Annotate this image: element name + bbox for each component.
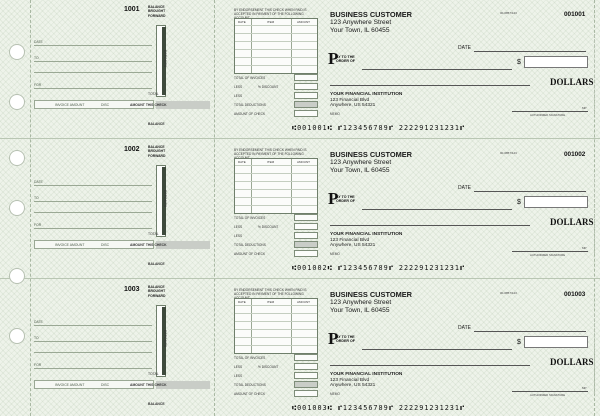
total-deductions-label: TOTAL DEDUCTIONS: [234, 383, 266, 387]
business-address-1: 123 Anywhere Street: [330, 19, 392, 26]
amount-of-check-box[interactable]: [294, 390, 318, 397]
stub-date-line[interactable]: [34, 325, 152, 326]
check-stub: [30, 0, 210, 138]
stub-number: 1002: [124, 146, 140, 153]
perforation-edge: [594, 34, 597, 114]
amount-field[interactable]: [524, 56, 588, 68]
mp-security-icon: MP: [582, 386, 587, 390]
payee-field[interactable]: [362, 349, 512, 350]
memo-label: MEMO: [330, 392, 340, 396]
stub-for-line[interactable]: [34, 368, 152, 369]
binder-hole-icon: [9, 150, 25, 166]
stub-date-label: DATE: [34, 320, 43, 324]
discount-label: % DISCOUNT: [258, 85, 279, 89]
stub-for-line[interactable]: [34, 88, 152, 89]
check-number: 001003: [564, 291, 586, 298]
signature-label: AUTHORIZED SIGNATURE: [530, 253, 566, 257]
check-number: 001002: [564, 151, 586, 158]
signature-label: AUTHORIZED SIGNATURE: [530, 113, 566, 117]
less-label-2: LESS: [234, 94, 243, 98]
micr-line: ⑆001003⑆ ⑈123456789⑈ 222291231231⑈: [292, 404, 466, 412]
pay-text: AY TO THE ORDER OF: [336, 335, 355, 343]
deposits-label: DEPOSITS: [163, 50, 167, 68]
less-label: LESS: [234, 365, 243, 369]
pay-to-the-order-of-label: [328, 50, 362, 70]
invoice-amount-label: INVOICE AMOUNT: [55, 243, 85, 247]
binder-hole-icon: [9, 44, 25, 60]
pay-initial: P: [328, 189, 339, 208]
bank-address-2: Anywhere, US 54321: [330, 243, 376, 249]
business-address-2: Your Town, IL 60455: [330, 27, 390, 34]
amount-of-check-box[interactable]: [294, 250, 318, 257]
mp-security-icon: MP: [582, 106, 587, 110]
pay-text: AY TO THE ORDER OF: [336, 195, 355, 203]
invoice-amount-label: INVOICE AMOUNT: [55, 383, 85, 387]
invoice-table: [234, 298, 318, 354]
stub-to-line[interactable]: [34, 61, 152, 62]
invoice-table: [234, 18, 318, 74]
signature-field[interactable]: [512, 391, 588, 392]
dollars-label: DOLLARS: [550, 357, 594, 367]
perforation-edge: [594, 174, 597, 254]
discount-label: % DISCOUNT: [258, 225, 279, 229]
balance-label: BALANCE: [148, 262, 165, 266]
col-amount-header: AMOUNT: [297, 160, 310, 164]
balance-forward-label: BALANCE BROUGHT FORWARD: [148, 145, 166, 158]
date-field[interactable]: [474, 51, 586, 52]
signature-label: AUTHORIZED SIGNATURE: [530, 393, 566, 397]
business-address-1: 123 Anywhere Street: [330, 159, 392, 166]
col-amount-header: AMOUNT: [297, 20, 310, 24]
col-amount-header: AMOUNT: [297, 300, 310, 304]
business-address-2: Your Town, IL 60455: [330, 307, 390, 314]
less-label-2: LESS: [234, 234, 243, 238]
deposits-label: DEPOSITS: [163, 330, 167, 348]
col-date-header: DATE: [238, 20, 246, 24]
amount-of-check-box[interactable]: [294, 110, 318, 117]
date-label: DATE: [458, 185, 471, 191]
date-field[interactable]: [474, 191, 586, 192]
pay-to-the-order-of-label: [328, 190, 362, 210]
business-address-1: 123 Anywhere Street: [330, 299, 392, 306]
table-row[interactable]: [235, 65, 317, 66]
invoice-table: [234, 158, 318, 214]
table-row[interactable]: [235, 197, 317, 198]
table-row[interactable]: [235, 25, 317, 26]
endorsement-header: BY ENDORSEMENT THIS CHECK WHEN PAID IS ACCEPTED IN PAYMENT OF THE FOLLOWING: [234, 288, 307, 296]
stub-for-label: FOR: [34, 363, 42, 367]
bank-info: [330, 232, 402, 249]
pay-initial: P: [328, 329, 339, 348]
check-number: 001001: [564, 11, 586, 18]
binder-hole-icon: [9, 328, 25, 344]
total-deductions-box[interactable]: [294, 241, 318, 248]
total-deductions-box[interactable]: [294, 381, 318, 388]
stub-total-label: TOTAL: [148, 232, 159, 236]
balance-forward-label: BALANCE BROUGHT FORWARD: [148, 285, 166, 298]
perforation-edge: [594, 314, 597, 394]
stub-for-label: FOR: [34, 223, 42, 227]
total-invoices-label: TOTAL OF INVOICES: [234, 216, 266, 220]
date-field[interactable]: [474, 331, 586, 332]
bank-name: YOUR FINANCIAL INSTITUTION: [330, 232, 403, 237]
date-label: DATE: [458, 45, 471, 51]
dollar-sign: $: [517, 59, 521, 66]
col-item-header: ITEM: [267, 20, 275, 24]
divider-2: [0, 278, 600, 279]
deduction-box[interactable]: [294, 232, 318, 239]
payee-field[interactable]: [362, 69, 512, 70]
disc-label: DISC: [101, 383, 110, 387]
stub-to-line-2[interactable]: [34, 212, 152, 213]
routing-fraction: 00-6857/123: [500, 291, 517, 295]
bank-address-1: 123 Financial Blvd: [330, 377, 370, 383]
balance-label: BALANCE: [148, 122, 165, 126]
total-deductions-label: TOTAL DEDUCTIONS: [234, 103, 266, 107]
amount-this-check-label: AMOUNT THIS CHECK: [130, 383, 167, 387]
discount-box[interactable]: [294, 363, 318, 370]
dollars-label: DOLLARS: [550, 77, 594, 87]
table-row[interactable]: [235, 49, 317, 50]
stub-total-label: TOTAL: [148, 372, 159, 376]
col-item-header: ITEM: [267, 160, 275, 164]
check-stub: [30, 140, 210, 278]
business-address-2: Your Town, IL 60455: [330, 167, 390, 174]
less-label: LESS: [234, 225, 243, 229]
bank-name: YOUR FINANCIAL INSTITUTION: [330, 372, 403, 377]
dollar-sign: $: [517, 339, 521, 346]
divider-1: [0, 138, 600, 139]
business-name: BUSINESS CUSTOMER: [330, 290, 412, 299]
balance-label: BALANCE: [148, 402, 165, 406]
less-label-2: LESS: [234, 374, 243, 378]
disc-label: DISC: [101, 103, 110, 107]
mp-security-icon: MP: [582, 246, 587, 250]
total-invoices-box[interactable]: [294, 214, 318, 221]
stub-number: 1001: [124, 6, 140, 13]
stub-date-line[interactable]: [34, 45, 152, 46]
total-invoices-label: TOTAL OF INVOICES: [234, 356, 266, 360]
check-stub: [30, 280, 210, 416]
pay-to-the-order-of-label: [328, 330, 362, 350]
binder-hole-icon: [9, 268, 25, 284]
stub-to-label: TO: [34, 336, 39, 340]
stub-for-line[interactable]: [34, 228, 152, 229]
perforation-stub: [214, 0, 215, 416]
stub-to-line[interactable]: [34, 341, 152, 342]
total-invoices-box[interactable]: [294, 74, 318, 81]
invoice-amount-label: INVOICE AMOUNT: [55, 103, 85, 107]
table-row[interactable]: [235, 33, 317, 34]
table-row[interactable]: [235, 329, 317, 330]
amount-of-check-label: AMOUNT OF CHECK: [234, 112, 266, 116]
bank-address-1: 123 Financial Blvd: [330, 237, 370, 243]
table-row[interactable]: [235, 41, 317, 42]
col-date-header: DATE: [238, 300, 246, 304]
total-invoices-label: TOTAL OF INVOICES: [234, 76, 266, 80]
total-deductions-box[interactable]: [294, 101, 318, 108]
balance-forward-label: BALANCE BROUGHT FORWARD: [148, 5, 166, 18]
stub-for-label: FOR: [34, 83, 42, 87]
table-row[interactable]: [235, 337, 317, 338]
memo-label: MEMO: [330, 252, 340, 256]
stub-to-label: TO: [34, 56, 39, 60]
total-invoices-box[interactable]: [294, 354, 318, 361]
stub-to-line-2[interactable]: [34, 72, 152, 73]
endorsement-header: BY ENDORSEMENT THIS CHECK WHEN PAID IS ACCEPTED IN PAYMENT OF THE FOLLOWING: [234, 8, 307, 16]
invoice-panel: [224, 144, 318, 276]
date-label: DATE: [458, 325, 471, 331]
business-name: BUSINESS CUSTOMER: [330, 10, 412, 19]
stub-number: 1003: [124, 286, 140, 293]
col-date-header: DATE: [238, 160, 246, 164]
table-row[interactable]: [235, 173, 317, 174]
binder-hole-icon: [9, 200, 25, 216]
stub-to-line-2[interactable]: [34, 352, 152, 353]
discount-label: % DISCOUNT: [258, 365, 279, 369]
endorsement-header: BY ENDORSEMENT THIS CHECK WHEN PAID IS ACCEPTED IN PAYMENT OF THE FOLLOWING: [234, 148, 307, 156]
disc-label: DISC: [101, 243, 110, 247]
micr-line: ⑆001001⑆ ⑈123456789⑈ 222291231231⑈: [292, 124, 466, 132]
stub-total-label: TOTAL: [148, 92, 159, 96]
total-deductions-label: TOTAL DEDUCTIONS: [234, 243, 266, 247]
bank-info: [330, 92, 402, 109]
bank-info: [330, 372, 402, 389]
table-row[interactable]: [235, 313, 317, 314]
memo-label: MEMO: [330, 112, 340, 116]
binder-hole-icon: [9, 94, 25, 110]
amount-field[interactable]: [524, 196, 588, 208]
amount-this-check-label: AMOUNT THIS CHECK: [130, 103, 167, 107]
table-row[interactable]: [235, 189, 317, 190]
amount-this-check-label: AMOUNT THIS CHECK: [130, 243, 167, 247]
bank-address-2: Anywhere, US 54321: [330, 103, 376, 109]
pay-text: AY TO THE ORDER OF: [336, 55, 355, 63]
amount-of-check-label: AMOUNT OF CHECK: [234, 252, 266, 256]
dollars-label: DOLLARS: [550, 217, 594, 227]
signature-field[interactable]: [512, 251, 588, 252]
stub-date-label: DATE: [34, 40, 43, 44]
invoice-panel: [224, 4, 318, 136]
discount-box[interactable]: [294, 223, 318, 230]
table-row[interactable]: [235, 305, 317, 306]
deduction-box[interactable]: [294, 372, 318, 379]
amount-words-field[interactable]: [330, 365, 530, 366]
business-name: BUSINESS CUSTOMER: [330, 150, 412, 159]
micr-line: ⑆001002⑆ ⑈123456789⑈ 222291231231⑈: [292, 264, 466, 272]
table-row[interactable]: [235, 165, 317, 166]
routing-fraction: 00-6857/123: [500, 151, 517, 155]
table-row[interactable]: [235, 181, 317, 182]
bank-address-2: Anywhere, US 54321: [330, 383, 376, 389]
table-row[interactable]: [235, 205, 317, 206]
amount-words-field[interactable]: [330, 85, 530, 86]
invoice-panel: [224, 284, 318, 416]
stub-date-label: DATE: [34, 180, 43, 184]
stub-to-label: TO: [34, 196, 39, 200]
col-item-header: ITEM: [267, 300, 275, 304]
discount-box[interactable]: [294, 83, 318, 90]
table-row[interactable]: [235, 345, 317, 346]
deduction-box[interactable]: [294, 92, 318, 99]
table-row[interactable]: [235, 57, 317, 58]
payee-field[interactable]: [362, 209, 512, 210]
signature-field[interactable]: [512, 111, 588, 112]
dollar-sign: $: [517, 199, 521, 206]
less-label: LESS: [234, 85, 243, 89]
amount-words-field[interactable]: [330, 225, 530, 226]
stub-to-line[interactable]: [34, 201, 152, 202]
amount-field[interactable]: [524, 336, 588, 348]
amount-of-check-label: AMOUNT OF CHECK: [234, 392, 266, 396]
deposits-label: DEPOSITS: [163, 190, 167, 208]
table-row[interactable]: [235, 321, 317, 322]
stub-date-line[interactable]: [34, 185, 152, 186]
routing-fraction: 00-6857/123: [500, 11, 517, 15]
pay-initial: P: [328, 49, 339, 68]
bank-address-1: 123 Financial Blvd: [330, 97, 370, 103]
bank-name: YOUR FINANCIAL INSTITUTION: [330, 92, 403, 97]
